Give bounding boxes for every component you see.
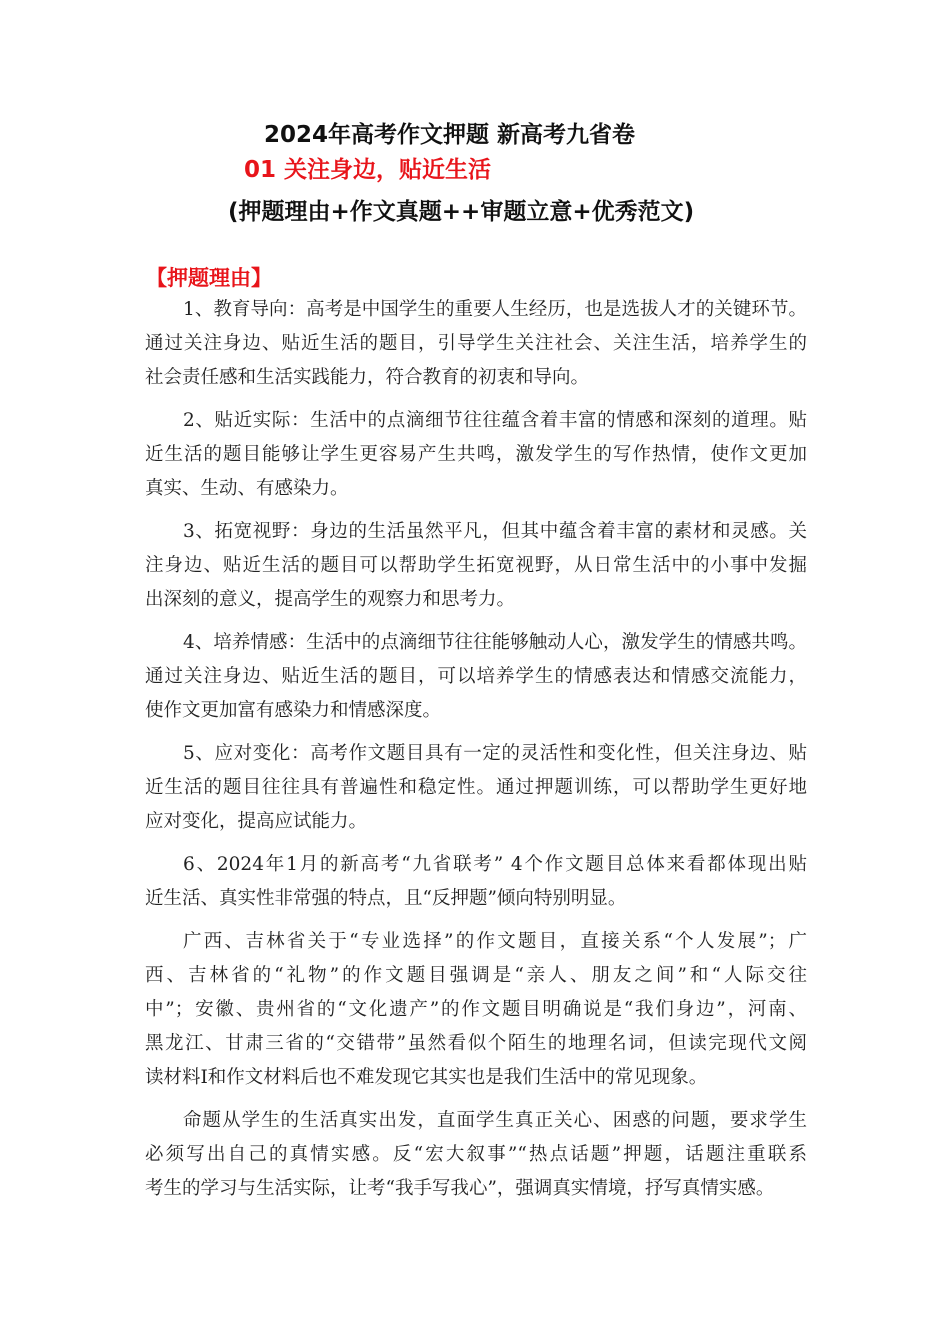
- paragraph: [145, 737, 807, 839]
- paragraph-line: 中”；安徽、贵州省的“文化遗产”的作文题目明确说是“我们身边”，河南、: [145, 999, 807, 1020]
- paragraph-line: 黑龙江、甘肃三省的“交错带”虽然看似个陌生的地理名词，但读完现代文阅: [145, 1033, 807, 1054]
- paragraph-line: 6、2024年1月的新高考“九省联考” 4个作文题目总体来看都体现出贴: [183, 854, 807, 875]
- paragraph-line: 读材料I和作文材料后也不难发现它其实也是我们生活中的常见现象。: [145, 1067, 708, 1088]
- paragraph: [145, 1104, 807, 1206]
- paragraph-line: 5、应对变化：高考作文题目具有一定的灵活性和变化性，但关注身边、贴: [183, 743, 807, 764]
- paragraph: [145, 848, 807, 916]
- paragraph-line: 出深刻的意义，提高学生的观察力和思考力。: [145, 589, 516, 610]
- document-contents-line: (押题理由+作文真题++审题立意+优秀范文): [228, 199, 695, 225]
- paragraph: [145, 925, 807, 1095]
- paragraph: [145, 293, 807, 395]
- document-body: [145, 293, 807, 1215]
- paragraph-line: 考生的学习与生活实际，让考“我手写我心”，强调真实情境，抒写真情实感。: [145, 1178, 775, 1199]
- paragraph-line: 近生活的题目能够让学生更容易产生共鸣，激发学生的写作热情，使作文更加: [145, 444, 807, 465]
- paragraph-line: 4、培养情感：生活中的点滴细节往往能够触动人心，激发学生的情感共鸣。: [183, 632, 807, 653]
- paragraph-line: 真实、生动、有感染力。: [145, 478, 349, 499]
- paragraph-line: 注身边、贴近生活的题目可以帮助学生拓宽视野，从日常生活中的小事中发掘: [145, 555, 807, 576]
- document-subtitle: 01 关注身边，贴近生活: [244, 157, 492, 183]
- paragraph-line: 必须写出自己的真情实感。反“宏大叙事”“热点话题”押题，话题注重联系: [145, 1144, 807, 1165]
- paragraph-line: 1、教育导向：高考是中国学生的重要人生经历，也是选拔人才的关键环节。: [183, 299, 807, 320]
- paragraph-line: 应对变化，提高应试能力。: [145, 811, 368, 832]
- paragraph-line: 2、贴近实际：生活中的点滴细节往往蕴含着丰富的情感和深刻的道理。贴: [183, 410, 807, 431]
- paragraph-line: 近生活、真实性非常强的特点，且“反押题”倾向特别明显。: [145, 888, 627, 909]
- paragraph-line: 近生活的题目往往具有普遍性和稳定性。通过押题训练，可以帮助学生更好地: [145, 777, 807, 798]
- paragraph-line: 西、吉林省的“礼物”的作文题目强调是“亲人、朋友之间”和“人际交往: [145, 965, 807, 986]
- paragraph-line: 通过关注身边、贴近生活的题目，可以培养学生的情感表达和情感交流能力，: [145, 666, 807, 687]
- section-heading: 【押题理由】: [146, 266, 272, 290]
- paragraph-line: 使作文更加富有感染力和情感深度。: [145, 700, 442, 721]
- paragraph-line: 通过关注身边、贴近生活的题目，引导学生关注社会、关注生活，培养学生的: [145, 333, 807, 354]
- paragraph: [145, 404, 807, 506]
- paragraph: [145, 626, 807, 728]
- paragraph-line: 3、拓宽视野：身边的生活虽然平凡，但其中蕴含着丰富的素材和灵感。关: [183, 521, 807, 542]
- paragraph: [145, 515, 807, 617]
- paragraph-line: 广西、吉林省关于“专业选择”的作文题目，直接关系“个人发展”；广: [183, 931, 807, 952]
- paragraph-line: 命题从学生的生活真实出发，直面学生真正关心、困惑的问题，要求学生: [183, 1110, 807, 1131]
- document-title: 2024年高考作文押题 新高考九省卷: [264, 122, 636, 148]
- paragraph-line: 社会责任感和生活实践能力，符合教育的初衷和导向。: [145, 367, 590, 388]
